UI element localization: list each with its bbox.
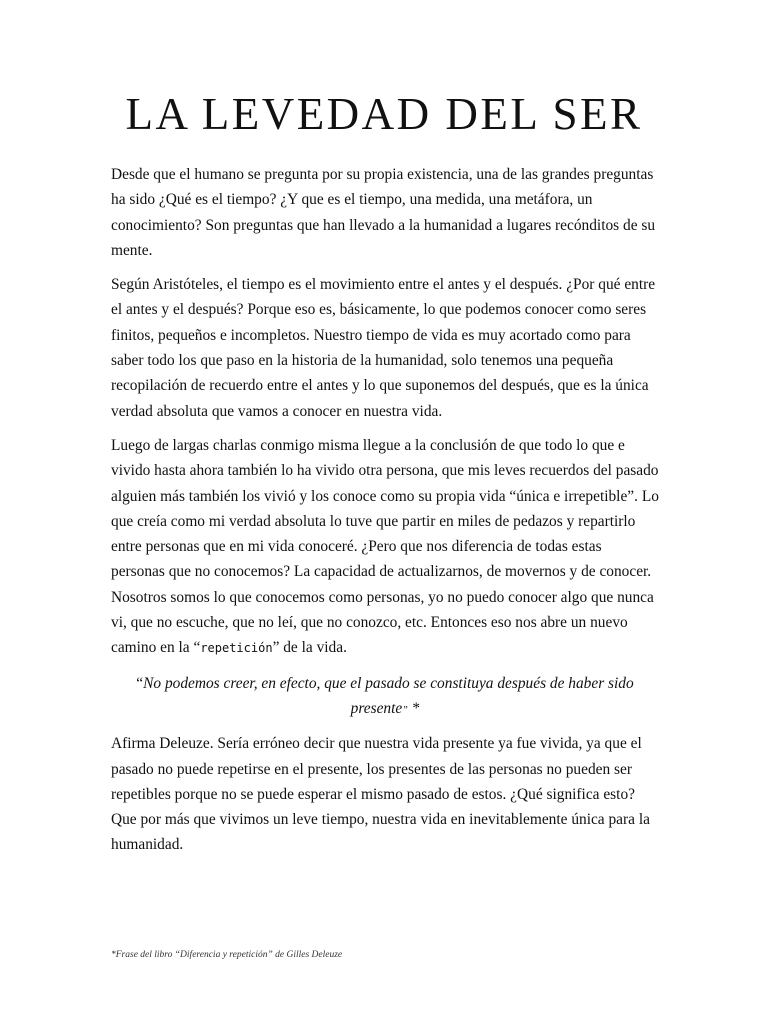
paragraph-1: Desde que el humano se pregunta por su propia existencia, una de las grandes preguntas ha sido ¿Qué es el tiempo? ¿Y que es el tiempo, una medida, una metáfora, un conocimiento? Son preguntas que han llevado a la humanidad a lugares recónditos de su mente. [111,166,656,259]
block-quote [111,671,659,724]
quote-close-mark: ” [402,704,408,716]
document-title: LA LEVEDAD DEL SER [125,89,643,139]
paragraph-2: Según Aristóteles, el tiempo es el movimiento entre el antes y el después. ¿Por qué entre el antes y el después? Porque eso es, básicamente, lo que podemos conocer como seres finitos, pequeños e incompletos. Nuestro tiempo de vida es muy acortado como para saber todo los que paso en la historia de la humanidad, solo tenemos una pequeña recopilación de recuerdo entre el antes y lo que suponemos del después, que es la única verdad absoluta que vamos a conocer en nuestra vida. [111,276,656,420]
paragraph-3 [111,433,659,662]
repeticion-word: repetición [200,641,273,656]
quote-open-mark: “ [136,674,144,692]
paragraph-3-end: ” de la vida. [272,639,347,657]
document-body [111,162,659,867]
quote-text: No podemos creer, en efecto, que el pasado se constituya después de haber sido presente [143,674,634,717]
paragraph-3-text: Luego de largas charlas conmigo misma llegue a la conclusión de que todo lo que e vivido hasta ahora también lo ha vivido otra persona, que mis leves recuerdos del pasado alguien más también los vivió y los conoce como su propia vida “única e irrepetible”. Lo que creía como mi verdad absoluta lo tuve que partir en miles de pedazos y repartirlo entre personas que en mi vida conoceré. ¿Pero que nos diferencia de todas estas personas que no conocemos? La capacidad de actualizarnos, de movernos y de conocer. Nosotros somos lo que conocemos como personas, yo no puedo conocer algo que nunca vi, que no escuche, que no leí, que no conozco, etc. Entonces eso nos abre un nuevo camino en la “ [111,436,659,657]
footnote: *Frase del libro “Diferencia y repetición” de Gilles Deleuze [111,950,343,960]
paragraph-4: Afirma Deleuze. Sería erróneo decir que nuestra vida presente ya fue vivida, ya que el pasado no puede repetirse en el presente, los presentes de las personas no pueden ser repetibles porque no se puede esperar el mismo pasado de estos. ¿Qué significa esto? Que por más que vivimos un leve tiempo, nuestra vida en inevitablemente única para la humanidad. [111,735,650,854]
quote-asterisk: * [407,699,420,717]
